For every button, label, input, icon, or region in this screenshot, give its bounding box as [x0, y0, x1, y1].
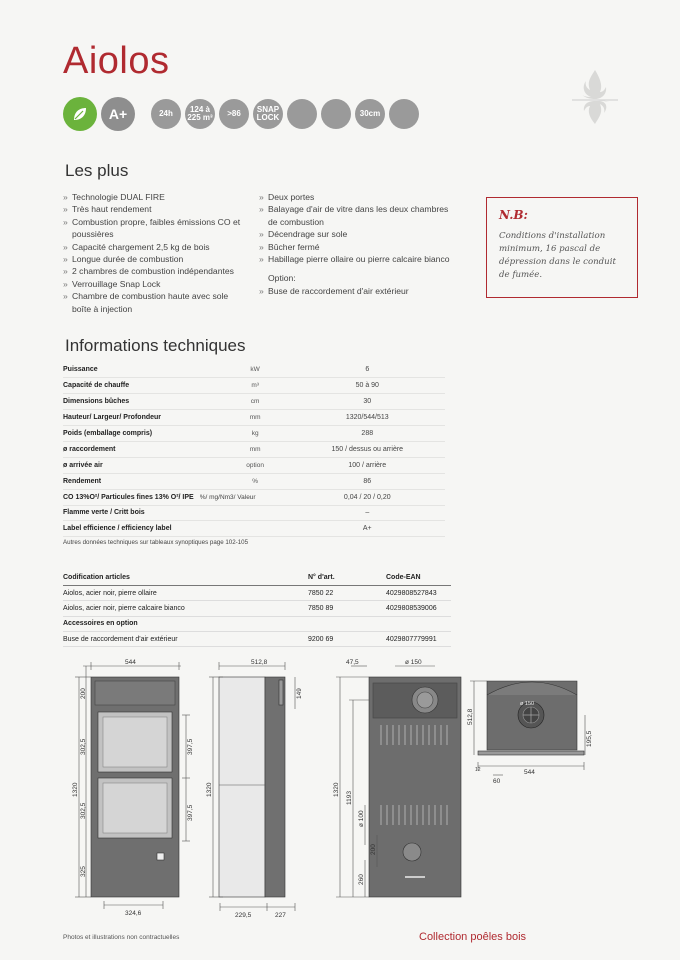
- table-row: [63, 632, 451, 647]
- dim-side-bottom2: 227: [275, 912, 286, 919]
- spec-label: Puissance: [63, 362, 221, 378]
- num-cell: 7850 22: [308, 585, 374, 600]
- header-num: N° d'art.: [308, 570, 374, 585]
- eco-leaf-icon: [63, 97, 97, 131]
- list-item: » Décendrage sur sole: [259, 228, 459, 240]
- dim-top-flue: ø 150: [520, 701, 535, 707]
- plus-right-list: [259, 191, 459, 297]
- table-row: [63, 457, 445, 473]
- dim-front-top: 200: [80, 688, 87, 699]
- table-header-row: [63, 570, 451, 585]
- dim-top-offset: 195,5: [586, 730, 593, 747]
- dim-front-glass1: 302,5: [80, 738, 87, 755]
- heating-capacity-icon: 124 à 225 m³: [185, 99, 215, 129]
- dim-back-flue-height: 1193: [346, 791, 353, 805]
- option-label: Option:: [268, 273, 296, 284]
- list-item: » Habillage pierre ollaire ou pierre calcaire bianco: [259, 253, 459, 265]
- table-row: [63, 489, 445, 505]
- list-item: » Deux portes: [259, 191, 459, 203]
- list-item: » 2 chambres de combustion indépendantes: [63, 265, 248, 277]
- spec-label: CO 13%O²/ Particules fines 13% O²/ IPE %/ mg/Nm3/ Valeur: [63, 489, 290, 505]
- spec-value: A+: [290, 521, 445, 537]
- table-row: [63, 378, 445, 394]
- spec-unit: mm: [221, 410, 290, 426]
- spec-label: ø arrivée air: [63, 457, 221, 473]
- dim-top-width: 544: [524, 769, 535, 776]
- spec-value: 1320/544/513: [290, 410, 445, 426]
- table-row: [63, 473, 445, 489]
- dim-top-edge: 12: [475, 767, 481, 773]
- list-item: » Combustion propre, faibles émissions CO et poussières: [63, 216, 248, 241]
- table-row: [63, 426, 445, 442]
- accessories-heading-row: [63, 616, 451, 631]
- list-item: » Capacité chargement 2,5 kg de bois: [63, 241, 248, 253]
- spec-value: 6: [290, 362, 445, 378]
- footer-disclaimer: Photos et illustrations non contractuelles: [63, 934, 180, 941]
- spec-label: Label efficience / efficiency label: [63, 521, 221, 537]
- dim-front-r1: 397,5: [187, 738, 194, 755]
- dim-front-bottom: 325: [80, 866, 87, 877]
- article-cell: Aiolos, acier noir, pierre calcaire bianco: [63, 601, 308, 616]
- energy-label-aplus-icon: A+: [101, 97, 135, 131]
- spec-unit: mm: [221, 441, 290, 457]
- spec-unit: %/ mg/Nm3/ Valeur: [199, 493, 256, 501]
- plus-left-list: [63, 191, 248, 315]
- header-ean: Code-EAN: [374, 570, 451, 585]
- spec-unit: cm: [221, 394, 290, 410]
- article-cell: Buse de raccordement d'air extérieur: [63, 632, 308, 647]
- spec-label: Dimensions bûches: [63, 394, 221, 410]
- dim-front-glass2: 302,5: [80, 802, 87, 819]
- spec-label: Rendement: [63, 473, 221, 489]
- list-item: » Buse de raccordement d'air extérieur: [259, 285, 459, 297]
- spec-unit: kW: [221, 362, 290, 378]
- table-row: [63, 601, 451, 616]
- num-cell: 9200 69: [308, 632, 374, 647]
- spec-unit: option: [221, 457, 290, 473]
- tech-note: Autres données techniques sur tableaux synoptiques page 102-105: [63, 539, 249, 546]
- tech-table: [63, 362, 445, 537]
- feature-badges: [63, 97, 419, 131]
- dim-side-total: 1320: [206, 782, 213, 797]
- back-view-drawing: [336, 666, 461, 897]
- air-connection-icon: [287, 99, 317, 129]
- spec-label: Hauteur/ Largeur/ Profondeur: [63, 410, 221, 426]
- dim-front-width: 544: [125, 659, 136, 666]
- les-plus-heading: Les plus: [65, 161, 129, 180]
- tech-heading: Informations techniques: [65, 336, 246, 355]
- log-length-icon: 30cm: [355, 99, 385, 129]
- spec-value: 30: [290, 394, 445, 410]
- list-item: » Longue durée de combustion: [63, 253, 248, 265]
- spec-unit: %: [221, 473, 290, 489]
- spec-value: 288: [290, 426, 445, 442]
- nb-box: [486, 197, 638, 298]
- hand-icon: [389, 99, 419, 129]
- dim-top-depth: 512,8: [467, 708, 474, 725]
- list-item: » Bûcher fermé: [259, 241, 459, 253]
- ean-cell: 4029808539006: [374, 601, 451, 616]
- list-item: » Verrouillage Snap Lock: [63, 278, 248, 290]
- heat-waves-icon: [321, 99, 351, 129]
- ean-cell: 4029807779991: [374, 632, 451, 647]
- nb-text: Conditions d'installation minimum, 16 pascal de dépression dans le conduit de fumée.: [499, 231, 616, 280]
- table-row: [63, 585, 451, 600]
- top-view-drawing: [470, 681, 585, 775]
- num-cell: 7850 89: [308, 601, 374, 616]
- table-row: [63, 505, 445, 521]
- dim-back-air: ø 100: [358, 810, 365, 827]
- codification-table: [63, 570, 451, 647]
- dim-side-bottom1: 229,5: [235, 912, 252, 919]
- spec-value: 50 à 90: [290, 378, 445, 394]
- spec-label: Flamme verte / Critt bois: [63, 505, 221, 521]
- footer-collection: Collection poêles bois: [419, 931, 527, 943]
- header-article: Codification articles: [63, 570, 308, 585]
- flame-logo-icon: [570, 64, 620, 130]
- list-item: » Chambre de combustion haute avec sole boîte à injection: [63, 290, 248, 315]
- table-row: [63, 441, 445, 457]
- dim-side-pipe: 149: [296, 688, 303, 699]
- spec-unit: kg: [221, 426, 290, 442]
- spec-value: 100 / arrière: [290, 457, 445, 473]
- spec-unit: [221, 505, 290, 521]
- front-view-drawing: [75, 662, 190, 909]
- dim-side-depth: 512,8: [251, 659, 268, 666]
- spec-label: Capacité de chauffe: [63, 378, 221, 394]
- technical-drawings: [55, 655, 655, 920]
- 24h-icon: 24h: [151, 99, 181, 129]
- dim-back-left: 47,5: [346, 659, 359, 666]
- article-cell: Aiolos, acier noir, pierre ollaire: [63, 585, 308, 600]
- list-item: » Très haut rendement: [63, 203, 248, 215]
- efficiency-86-icon: >86: [219, 99, 249, 129]
- spec-unit: [221, 521, 290, 537]
- spec-value: 86: [290, 473, 445, 489]
- table-row: [63, 394, 445, 410]
- spec-label: Poids (emballage compris): [63, 426, 221, 442]
- table-row: [63, 362, 445, 378]
- dim-front-base: 324,6: [125, 910, 142, 917]
- side-view-drawing: [209, 662, 295, 911]
- list-item: » Technologie DUAL FIRE: [63, 191, 248, 203]
- list-item: » Balayage d'air de vitre dans les deux chambres de combustion: [259, 203, 459, 228]
- accessories-heading: Accessoires en option: [63, 616, 451, 631]
- table-row: [63, 521, 445, 537]
- table-row: [63, 410, 445, 426]
- spec-label: ø raccordement: [63, 441, 221, 457]
- spec-value: 0,04 / 20 / 0,20: [290, 489, 445, 505]
- spec-value: 150 / dessus ou arrière: [290, 441, 445, 457]
- dim-top-small: 60: [493, 778, 501, 785]
- page-title: Aiolos: [63, 40, 170, 82]
- nb-heading: N.B:: [499, 208, 528, 222]
- ean-cell: 4029808527843: [374, 585, 451, 600]
- dim-back-total: 1320: [333, 782, 340, 797]
- dim-back-mid: 200: [370, 844, 377, 855]
- spec-unit: m³: [221, 378, 290, 394]
- dim-back-flue: ø 150: [405, 659, 422, 666]
- snap-lock-icon: SNAP LOCK: [253, 99, 283, 129]
- dim-back-low: 260: [358, 874, 365, 885]
- dim-front-total: 1320: [72, 782, 79, 797]
- dim-front-r2: 397,5: [187, 804, 194, 821]
- spec-value: –: [290, 505, 445, 521]
